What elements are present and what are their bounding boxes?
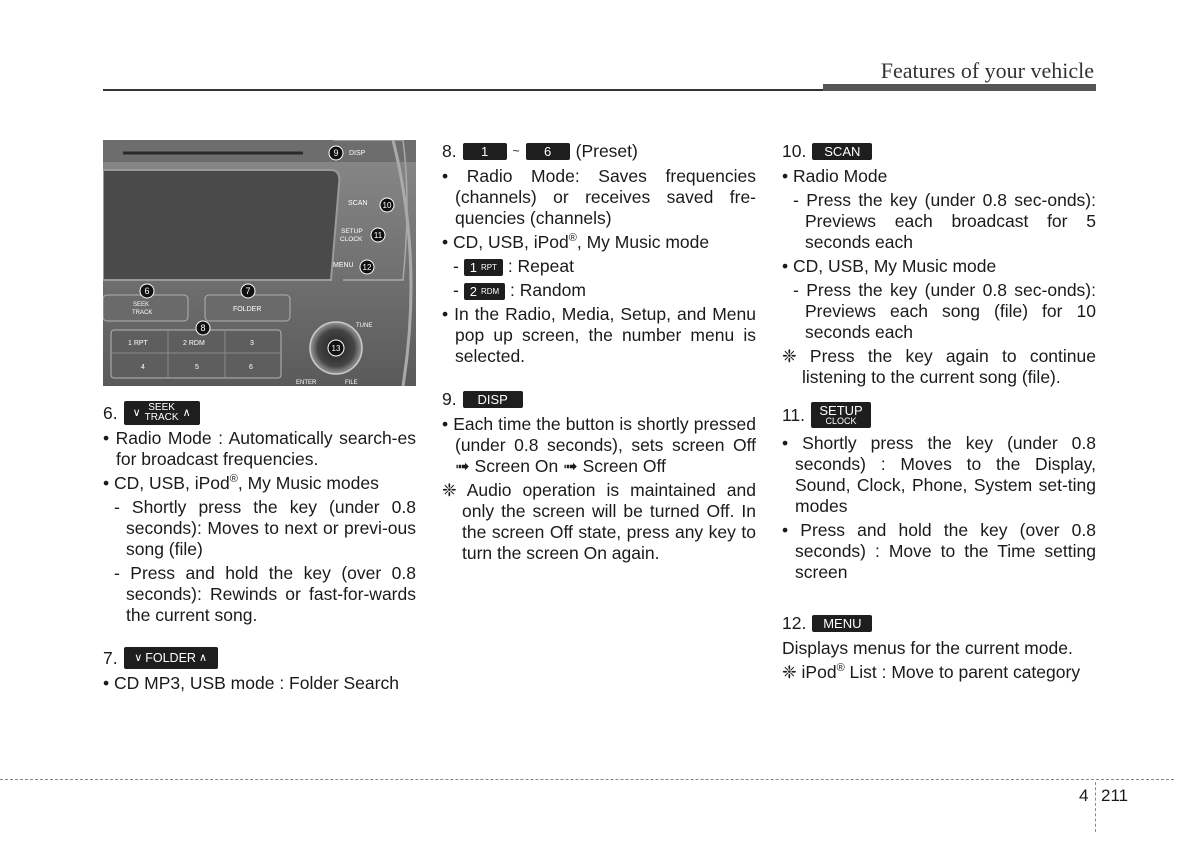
column-left [103, 140, 416, 697]
callout-6: 6 [144, 286, 150, 296]
figure-preset-1: 1 RPT [128, 340, 148, 347]
seek-track-key [124, 401, 200, 425]
item-6-bullet-1: • Radio Mode : Automatically search-es for broadcast frequencies. [103, 428, 416, 469]
seek-key-bottom: TRACK [144, 412, 179, 423]
figure-file-label: FILE [345, 380, 358, 386]
figure-preset-5: 5 [195, 364, 199, 371]
figure-preset-4: 4 [141, 364, 145, 371]
item-8-number: 8. [442, 140, 457, 161]
chevron-down-icon: ∨ [132, 407, 141, 419]
scan-key: SCAN [812, 143, 872, 160]
figure-preset-3: 3 [250, 340, 254, 347]
column-right [782, 140, 1096, 686]
item-9-note: ❈ Audio operation is maintained and only the screen will be turned Off. In the screen Off state, press any key to turn the screen On again. [442, 480, 756, 563]
preset-1-key: 1 [463, 143, 507, 160]
figure-clock-label: CLOCK [340, 236, 363, 243]
item-10-bullet-2: • CD, USB, My Music mode [782, 256, 997, 276]
page-number: 211 [1101, 786, 1129, 805]
item-10-dash-2: - Press the key (under 0.8 sec-onds): Previews each song (file) for 10 seconds each [793, 280, 1096, 342]
callout-10: 10 [382, 201, 392, 210]
item-6-bullet-2: • CD, USB, iPod®, My Music modes [103, 473, 379, 493]
item-8-bullet-3: • In the Radio, Media, Setup, and Menu pop up screen, the number menu is selected. [442, 304, 756, 366]
item-8-bullet-2: • CD, USB, iPod®, My Music mode [442, 232, 710, 252]
item-10-note: ❈ Press the key again to continue listening to the current song (file). [782, 346, 1096, 387]
callout-8: 8 [200, 323, 206, 333]
item-12-paragraph: Displays menus for the current mode. [782, 638, 1073, 658]
item-8-bullet-1: • Radio Mode: Saves frequencies (channels) or receives saved fre-quencies (channels) [442, 166, 756, 228]
item-7-heading [103, 647, 416, 669]
header-rule [103, 89, 823, 91]
figure-preset-6: 6 [249, 364, 253, 371]
tilde: ~ [512, 143, 520, 158]
setup-clock-key [811, 402, 871, 428]
chevron-up-icon: ∧ [198, 651, 208, 664]
page-header-title: Features of your vehicle [880, 58, 1094, 83]
callout-13: 13 [331, 344, 341, 353]
figure-setup-label: SETUP [341, 228, 363, 235]
folder-key [124, 647, 218, 669]
item-8-suffix: (Preset) [575, 140, 638, 161]
item-12-heading [782, 612, 1096, 634]
item-7-number: 7. [103, 647, 118, 668]
item-10-number: 10. [782, 140, 807, 161]
display-screen [103, 170, 339, 280]
header-rule-accent [823, 84, 1096, 91]
item-12-note: ❈ iPod® List : Move to parent category [782, 662, 1081, 682]
item-12-number: 12. [782, 612, 807, 633]
item-6-heading [103, 402, 416, 424]
item-11-bullet-1: • Shortly press the key (under 0.8 seconds) : Moves to the Display, Sound, Clock, Phone, System set-ting modes [782, 433, 1096, 516]
callout-11: 11 [373, 231, 383, 240]
item-9-number: 9. [442, 388, 457, 409]
figure-disp-label: DISP [349, 150, 366, 157]
figure-scan-label: SCAN [348, 200, 368, 207]
item-6-number: 6. [103, 402, 118, 423]
figure-preset-2: 2 RDM [183, 340, 205, 347]
item-8-dash-1: - 1 RPT : Repeat [453, 256, 574, 276]
item-11-number: 11. [782, 404, 806, 425]
page-chapter: 4 [1079, 786, 1089, 805]
item-10-heading [782, 140, 1096, 162]
figure-menu-label: MENU [333, 262, 354, 269]
callout-7: 7 [245, 286, 251, 296]
figure-enter-label: ENTER [296, 380, 317, 386]
setup-key-top: SETUP [819, 402, 863, 418]
figure-tune-label: TUNE [356, 323, 373, 329]
footer-rule [0, 779, 1174, 780]
callout-12: 12 [362, 263, 372, 272]
folder-key-label: FOLDER [145, 650, 196, 665]
disp-key: DISP [463, 391, 523, 408]
footer-divider [1095, 782, 1096, 832]
figure-seek-label: SEEK [133, 302, 150, 308]
chevron-up-icon: ∧ [182, 407, 191, 419]
item-10-bullet-1: • Radio Mode [782, 166, 888, 186]
item-11-bullet-2: • Press and hold the key (over 0.8 seconds) : Move to the Time setting screen [782, 520, 1096, 582]
figure-folder-label: FOLDER [233, 306, 262, 313]
setup-key-bottom: CLOCK [825, 415, 857, 426]
preset-6-key: 6 [526, 143, 570, 160]
chevron-down-icon: ∨ [134, 651, 143, 664]
item-9-bullet-1: • Each time the button is shortly pressed (under 0.8 seconds), sets screen Off ➟ Screen On ➟ Screen Off [442, 414, 756, 476]
item-8-dash-2: - 2 RDM : Random [453, 280, 586, 300]
column-middle [442, 140, 756, 567]
rdm-key: 2 RDM [464, 283, 505, 300]
item-10-dash-1: - Press the key (under 0.8 sec-onds): Previews each broadcast for 5 seconds each [793, 190, 1096, 252]
callout-9: 9 [333, 148, 339, 158]
item-9-heading [442, 388, 756, 410]
seek-key-top: SEEK [148, 402, 175, 413]
item-6-dash-2: - Press and hold the key (over 0.8 seconds): Rewinds or fast-for-wards the current song. [114, 563, 416, 625]
audio-panel-figure [103, 140, 416, 386]
item-6-dash-1: - Shortly press the key (under 0.8 seconds): Moves to next or previ-ous song (file) [114, 497, 416, 559]
figure-track-label: TRACK [132, 310, 153, 316]
item-8-heading [442, 140, 756, 162]
menu-key: MENU [812, 615, 872, 632]
item-11-heading [782, 401, 1096, 429]
rpt-key: 1 RPT [464, 259, 503, 276]
item-7-bullet-1: • CD MP3, USB mode : Folder Search [103, 673, 399, 693]
